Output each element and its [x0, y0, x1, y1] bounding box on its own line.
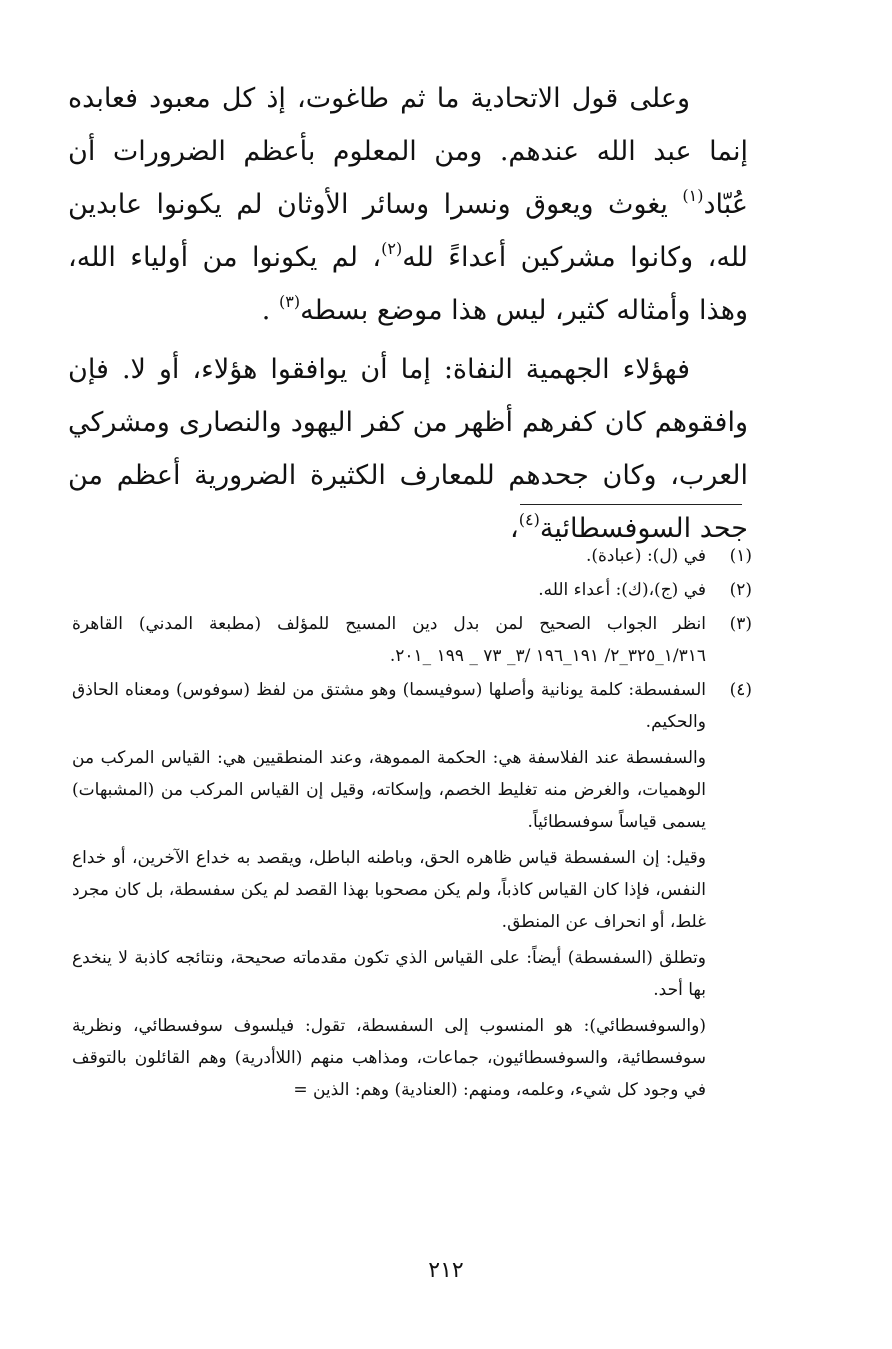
- paragraph-1-text-a: وعلى قول الاتحادية ما ثم طاغوت، إذ كل معبود فعابده إنما عبد الله عندهم. ومن المعلوم بأعظم الضرورات أن عُبّاد: [68, 83, 748, 220]
- paragraph-1: [68, 72, 748, 337]
- footnote-body: [72, 574, 706, 606]
- footnote-body: [72, 674, 706, 1106]
- footnote-text: في (ل): (عبادة).: [585, 546, 706, 566]
- footnote-number: (٣): [729, 614, 752, 634]
- footnote-text: والسفسطة عند الفلاسفة هي: الحكمة المموهة، وعند المنطقيين هي: القياس المركب من الوهميات، والغرض منه تغليط الخصم، وإسكاته، وقيل إن القياس المركب من (المشبهات) يسمى قياساً سوفسطائياً.: [72, 748, 706, 832]
- footnote-text: في (ج)،(ك): أعداء الله.: [538, 580, 706, 600]
- footnote-3: [72, 608, 752, 672]
- footnotes: [72, 540, 752, 1108]
- footnote-text: السفسطة: كلمة يونانية وأصلها (سوفيسما) وهو مشتق من لفظ (سوفوس) ومعناه الحاذق والحكيم.: [72, 680, 706, 732]
- footnote-body: [72, 608, 706, 672]
- main-text: [68, 72, 748, 555]
- paragraph-1-text-c: ، لم يكونوا من أولياء الله، وهذا وأمثاله كثير، ليس هذا موضع بسطه: [68, 242, 748, 326]
- paragraph-1-text-b: يغوث ويعوق ونسرا وسائر الأوثان لم يكونوا عابدين لله، وكانوا مشركين أعداءً لله: [68, 189, 748, 273]
- paragraph-2-text-a: فهؤلاء الجهمية النفاة: إما أن يوافقوا هؤلاء، أو لا. فإن وافقوهم كان كفرهم أظهر من كفر اليهود والنصارى ومشركي العرب، وكان جحدهم للمعارف الكثيرة الضرورية أعظم من جحد السوفسطائية: [68, 354, 748, 544]
- footnote-ref-4: (٤): [518, 510, 540, 529]
- page-number: ٢١٢: [428, 1258, 464, 1283]
- footnote-2: [72, 574, 752, 606]
- footnote-ref-1: (١): [682, 186, 704, 205]
- footnote-separator: [520, 504, 742, 505]
- footnote-body: [72, 540, 706, 572]
- paragraph-2: [68, 343, 748, 555]
- footnote-text: وقيل: إن السفسطة قياس ظاهره الحق، وباطنه الباطل، ويقصد به خداع الآخرين، أو خداع النفس، فإذا كان القياس كاذباً، ولم يكن مصحوبا بهذا القصد لم يكن سفسطة، بل كان مجرد غلط، أو انحراف عن المنطق.: [72, 848, 706, 932]
- footnote-text: وتطلق (السفسطة) أيضاً: على القياس الذي تكون مقدماته صحيحة، ونتائجه كاذبة لا ينخدع بها أحد.: [72, 948, 706, 1000]
- footnote-4: [72, 674, 752, 1106]
- footnote-ref-3: (٣): [278, 292, 301, 311]
- paragraph-2-text-b: ،: [510, 513, 519, 544]
- footnote-number: (٤): [729, 680, 752, 700]
- footnote-number: (٢): [729, 580, 752, 600]
- footnote-text: (والسوفسطائي): هو المنسوب إلى السفسطة، تقول: فيلسوف سوفسطائي، ونظرية سوفسطائية، والسوفسطائيون، جماعات، ومذاهب منهم (اللاأدرية) وهم القائلون بالتوقف في وجود كل شيء، وعلمه، ومنهم: (العنادية) وهم: الذين =: [72, 1016, 706, 1100]
- footnote-1: [72, 540, 752, 572]
- paragraph-1-text-d: .: [261, 295, 279, 326]
- footnote-number: (١): [729, 546, 752, 566]
- footnote-ref-2: (٢): [381, 239, 403, 258]
- footnote-text: انظر الجواب الصحيح لمن بدل دين المسيح للمؤلف (مطبعة المدني) القاهرة ١/٣١٦_٣٢٥_٢/ ١٩١_١٩٦ /٣_ ٧٣ _ ١٩٩ _٢٠١.: [72, 614, 706, 666]
